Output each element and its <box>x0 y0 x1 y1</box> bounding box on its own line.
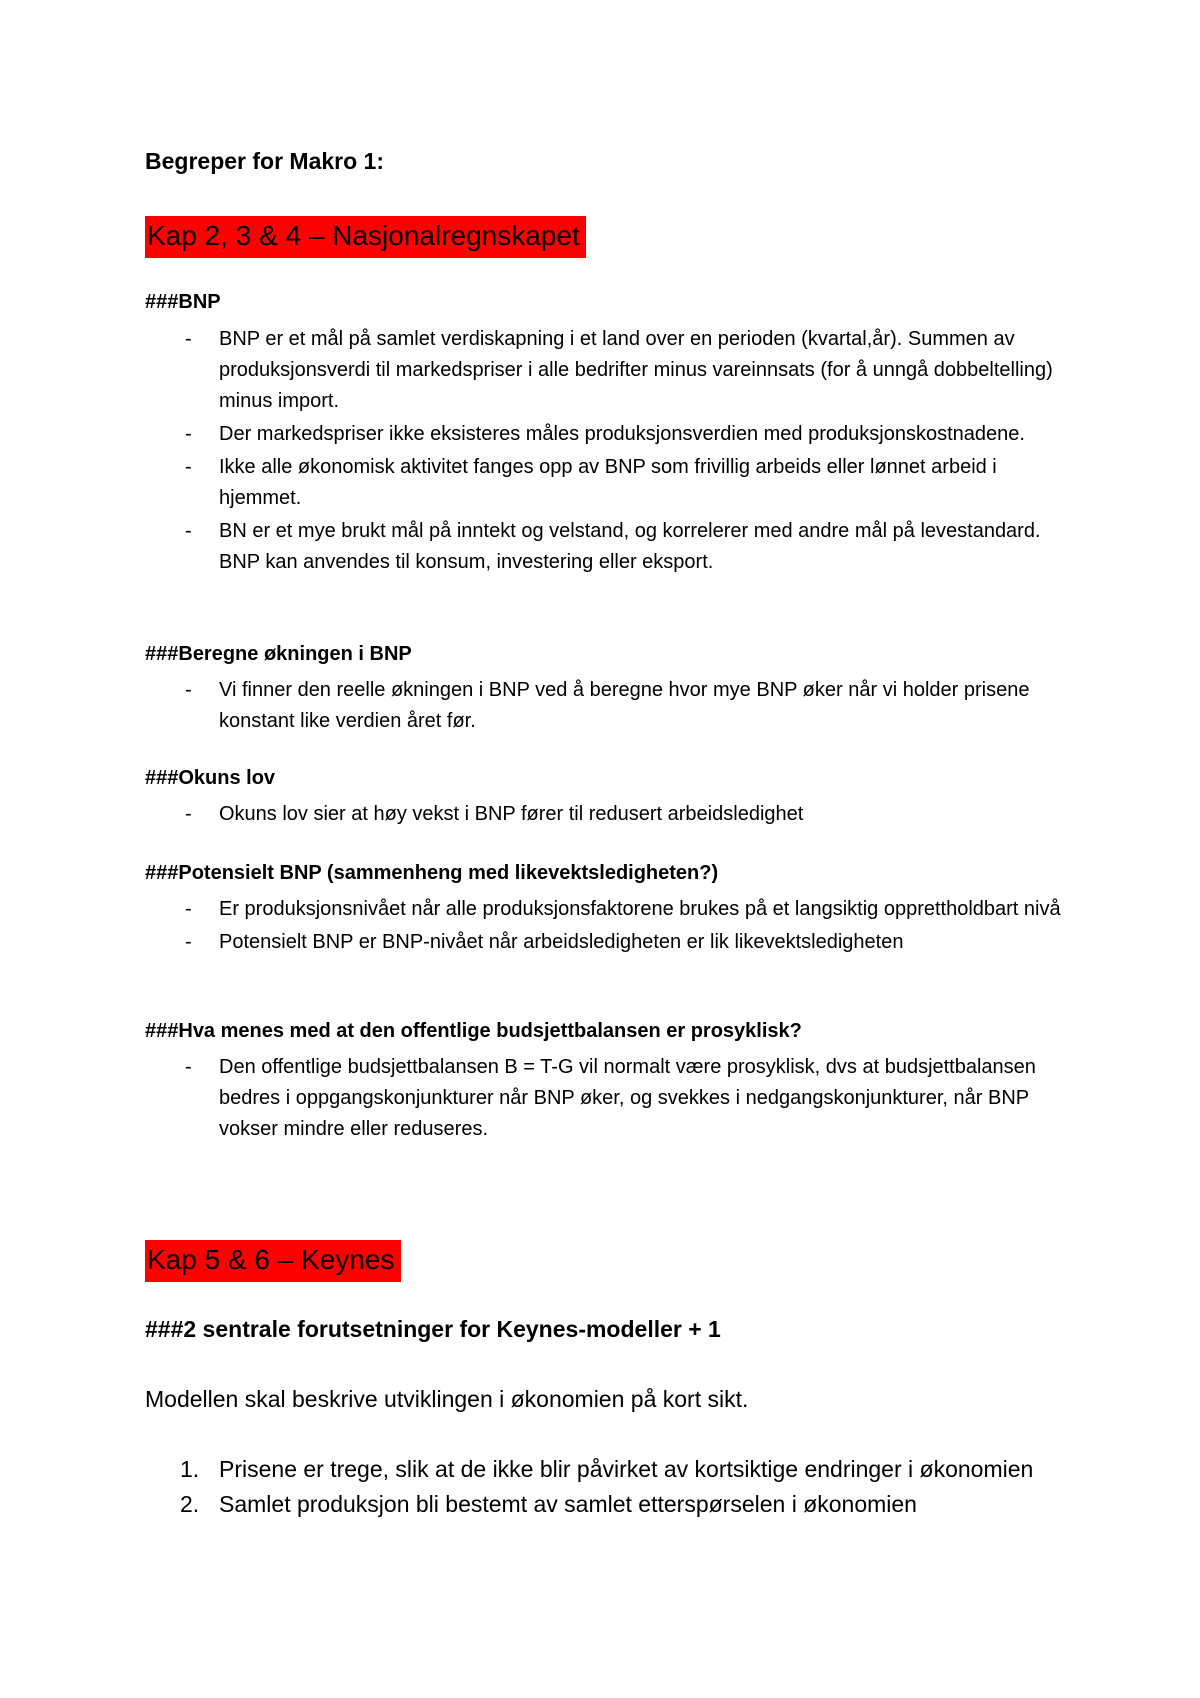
list-item: - Er produksjonsnivået når alle produksjonsfaktorene brukes på et langsiktig opprettholdbart nivå <box>145 894 1065 925</box>
bullet-list-okuns-lov <box>145 799 1065 832</box>
list-item: - Potensielt BNP er BNP-nivået når arbeidsledigheten er lik likevektsledigheten <box>145 927 1065 958</box>
list-item: - BN er et mye brukt mål på inntekt og velstand, og korrelerer med andre mål på levestandard. BNP kan anvendes til konsum, investering eller eksport. <box>145 516 1065 578</box>
paragraph-modellen: Modellen skal beskrive utviklingen i økonomien på kort sikt. <box>145 1386 749 1412</box>
section-heading-bnp: ###BNP <box>145 291 221 313</box>
list-number: 1. <box>180 1456 200 1482</box>
bullet-dash: - <box>185 520 192 542</box>
bullet-dash: - <box>185 1056 192 1078</box>
section-heading-potensielt-bnp: ###Potensielt BNP (sammenheng med likevektsledigheten?) <box>145 862 719 884</box>
list-item: - Ikke alle økonomisk aktivitet fanges opp av BNP som frivillig arbeids eller lønnet arbeid i hjemmet. <box>145 452 1065 514</box>
bullet-list-potensielt-bnp <box>145 894 1065 960</box>
chapter-heading-nasjonalregnskapet: Kap 2, 3 & 4 – Nasjonalregnskapet <box>145 216 586 258</box>
section-heading-beregne: ###Beregne økningen i BNP <box>145 643 412 665</box>
list-item: 1. Prisene er trege, slik at de ikke blir påvirket av kortsiktige endringer i økonomien <box>145 1452 1065 1487</box>
section-heading-okuns-lov: ###Okuns lov <box>145 767 276 789</box>
bullet-list-prosyklisk <box>145 1052 1065 1147</box>
bullet-list-beregne <box>145 675 1065 739</box>
bullet-dash: - <box>185 423 192 445</box>
bullet-dash: - <box>185 328 192 350</box>
list-item: - Den offentlige budsjettbalansen B = T-G vil normalt være prosyklisk, dvs at budsjettbalansen bedres i oppgangskonjunkturer når BNP øker, og svekkes i nedgangskonjunkturer, når BNP vokser mindre eller reduseres. <box>145 1052 1065 1145</box>
numbered-list-forutsetninger <box>145 1452 1065 1522</box>
bullet-dash: - <box>185 679 192 701</box>
bullet-dash: - <box>185 931 192 953</box>
bullet-dash: - <box>185 898 192 920</box>
section-heading-prosyklisk: ###Hva menes med at den offentlige budsjettbalansen er prosyklisk? <box>145 1020 802 1042</box>
list-item: - Okuns lov sier at høy vekst i BNP fører til redusert arbeidsledighet <box>145 799 1065 830</box>
section-heading-forutsetninger: ###2 sentrale forutsetninger for Keynes-modeller + 1 <box>145 1316 721 1342</box>
bullet-list-bnp <box>145 324 1065 580</box>
list-item: 2. Samlet produksjon bli bestemt av samlet etterspørselen i økonomien <box>145 1487 1065 1522</box>
list-item: - Vi finner den reelle økningen i BNP ved å beregne hvor mye BNP øker når vi holder prisene konstant like verdien året før. <box>145 675 1065 737</box>
chapter-heading-keynes: Kap 5 & 6 – Keynes <box>145 1240 401 1282</box>
list-number: 2. <box>180 1491 200 1517</box>
document-title: Begreper for Makro 1: <box>145 148 385 174</box>
bullet-dash: - <box>185 803 192 825</box>
bullet-dash: - <box>185 456 192 478</box>
list-item: - BNP er et mål på samlet verdiskapning i et land over en perioden (kvartal,år). Summen av produksjonsverdi til markedspriser i alle bedrifter minus vareinnsats (for å unngå dobbeltelling) minus import. <box>145 324 1065 417</box>
list-item: - Der markedspriser ikke eksisteres måles produksjonsverdien med produksjonskostnadene. <box>145 419 1065 450</box>
